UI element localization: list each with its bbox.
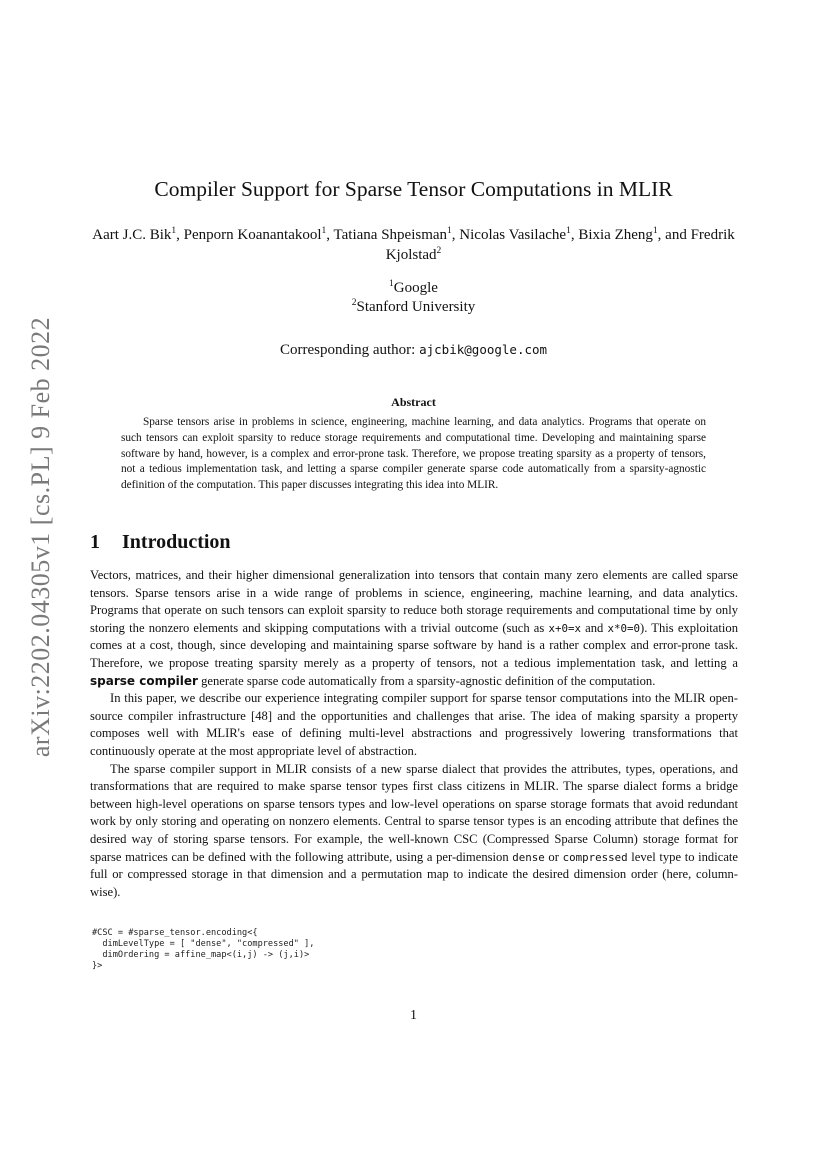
author-list: Aart J.C. Bik$^1$, Penporn Koanantakool$^1$, Tatiana Shpeisman$^1$, Nicolas Vasilache$^1$, Bixia Zheng$^1$, and Fredrik Kjolstad$^2$ — [92, 226, 735, 263]
author: Aart J.C. Bik$^1$ — [92, 226, 177, 243]
corresponding-author: Corresponding author: ajcbik@google.com — [279, 342, 548, 358]
paragraph: The sparse compiler support in MLIR consists of a new sparse dialect that provides the attributes, types, operations, and transformations that are required to make sparse tensor types first class citizens in MLIR. The sparse dialect forms a bridge between high-level operations on sparse tensors types and low-level operations on sparse storage formats that avoid redundant work by only storing and operating on nonzero elements. Central to sparse tensor types is an encoding attribute that defines the desired way of storing sparse tensors. For example, the well-known CSC (Compressed Sparse Column) storage format for sparse matrices can be defined with the following attribute, using a per-dimension dense or compressed level type to indicate full or compressed storage in that dimension and a permutation map to indicate the desired dimension order (here, column-wise). — [90, 761, 738, 899]
author: Fredrik Kjolstad$^2$ — [385, 227, 735, 263]
author-email: ajcbik@google.com — [419, 342, 548, 357]
arxiv-identifier-margin — [19, 316, 63, 758]
code-block: #CSC = #sparse_tensor.encoding<{ dimLevelType = [ "dense", "compressed" ], dimOrdering = affine_map<(i,j) -> (j,i)> }> — [92, 928, 315, 971]
abstract-text: Sparse tensors arise in problems in science, engineering, machine learning, and data analytics. Programs that operate on such tensors can exploit sparsity to reduce storage requirements and computational time. Developing and maintaining sparse software by hand, however, is a complex and error-prone task. Therefore, we propose treating sparsity as a property of tensors, not a tedious implementation task, and letting a sparse compiler generate sparse code automatically from a sparsity-agnostic definition of the computation. This paper discusses integrating this idea into MLIR. — [121, 416, 706, 492]
affiliations — [90, 279, 737, 317]
body-text — [90, 567, 738, 901]
paragraph: In this paper, we describe our experience integrating compiler support for sparse tensor computations into the MLIR open-source compiler infrastructure [48] and the opportunities and challenges that arise. The idea of making sparsity a property composes well with MLIR's ease of defining multi-level abstractions and progressively lowering transformations that continuously operate at the most appropriate level of abstraction. — [90, 691, 738, 758]
section-heading — [90, 531, 231, 554]
key-term: sparse compiler — [90, 673, 198, 688]
author: Tatiana Shpeisman$^1$ — [333, 226, 452, 243]
author: Nicolas Vasilache$^1$ — [459, 226, 571, 243]
section-title: Introduction — [122, 531, 231, 553]
paragraph: Vectors, matrices, and their higher dimensional generalization into tensors that contain many zero elements are called sparse tensors. Sparse tensors arise in a wide range of problems in science, engineering, machine learning, and data analytics. Programs that operate on such tensors can exploit sparsity to reduce both storage requirements and computational time by only storing the nonzero elements and skipping computations with a trivial outcome (such as x+0=x and x*0=0). This exploitation comes at a cost, though, since developing and maintaining sparse software by hand is a rather complex and error-prone task. Therefore, we propose treating sparsity merely as a property of tensors, not a tedious implementation task, and letting a sparse compiler generate sparse code automatically from a sparsity-agnostic definition of the computation. — [90, 568, 738, 688]
page-number: 1 — [410, 1008, 417, 1023]
affiliation: $^1$Google — [389, 279, 438, 296]
author: Penporn Koanantakool$^1$ — [183, 226, 327, 243]
affiliation: $^2$Stanford University — [351, 298, 476, 315]
author: Bixia Zheng$^1$ — [578, 226, 658, 243]
paper-title: Compiler Support for Sparse Tensor Computations in MLIR — [154, 177, 673, 201]
section-number: 1 — [90, 531, 100, 553]
arxiv-identifier: arXiv:2202.04305v1 [cs.PL] 9 Feb 2022 — [26, 316, 55, 758]
abstract-heading: Abstract — [391, 395, 436, 409]
